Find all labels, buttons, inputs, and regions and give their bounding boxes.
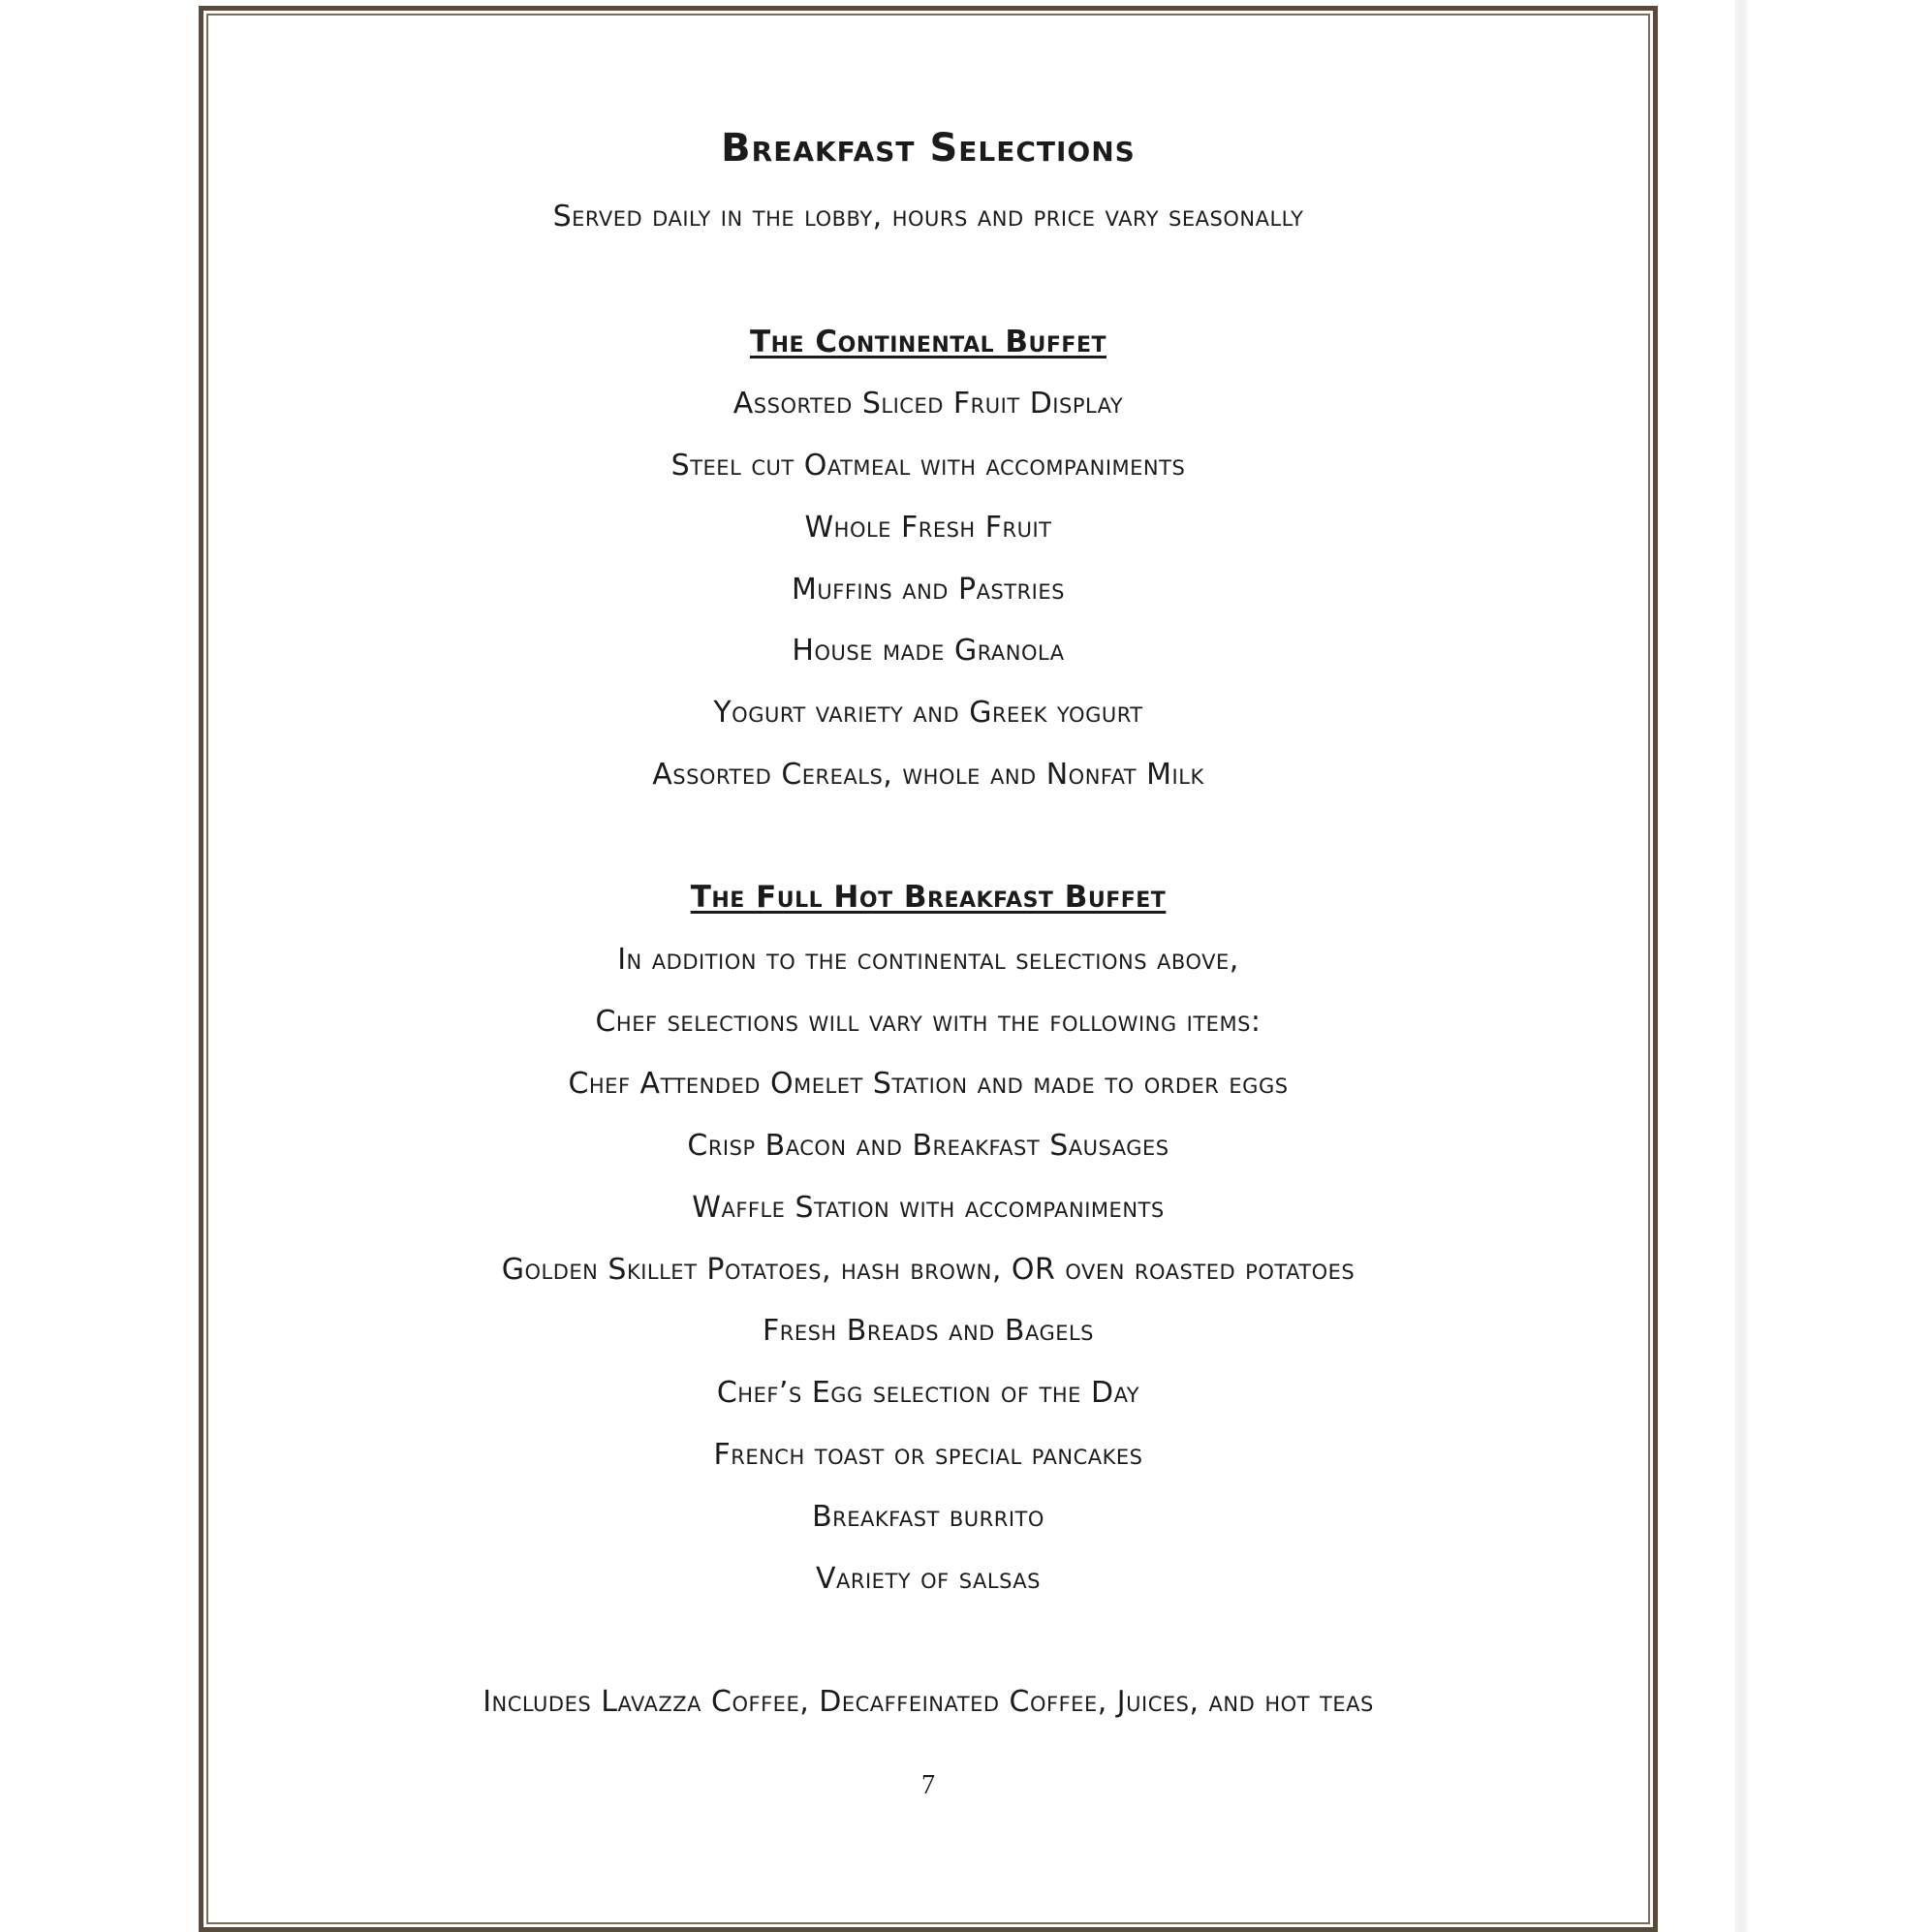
continental-item: House made Granola (792, 634, 1065, 668)
continental-item: Steel cut Oatmeal with accompaniments (670, 449, 1186, 483)
hot-breakfast-item: Breakfast burrito (812, 1500, 1044, 1534)
section-heading-continental: The Continental Buffet (749, 325, 1106, 359)
scan-edge-shadow (1734, 0, 1748, 1932)
page-subtitle: Served daily in the lobby, hours and price vary seasonally (552, 200, 1304, 234)
hot-breakfast-item: Variety of salsas (816, 1562, 1041, 1596)
hot-breakfast-item: Waffle Station with accompaniments (692, 1191, 1165, 1225)
hot-breakfast-item: Golden Skillet Potatoes, hash brown, OR oven roasted potatoes (501, 1253, 1356, 1287)
continental-item: Yogurt variety and Greek yogurt (713, 696, 1143, 730)
hot-breakfast-item: Chef’s Egg selection of the Day (716, 1376, 1140, 1410)
page-number: 7 (921, 1770, 935, 1800)
hot-breakfast-intro: Chef selections will vary with the following items: (595, 1005, 1262, 1039)
page-title: Breakfast Selections (721, 126, 1136, 171)
hot-breakfast-item: French toast or special pancakes (713, 1438, 1143, 1472)
continental-item: Assorted Cereals, whole and Nonfat Milk (652, 758, 1204, 792)
footer-note: Includes Lavazza Coffee, Decaffeinated Coffee, Juices, and hot teas (483, 1685, 1374, 1719)
hot-breakfast-item: Chef Attended Omelet Station and made to order eggs (568, 1067, 1289, 1101)
hot-breakfast-item: Crisp Bacon and Breakfast Sausages (687, 1129, 1169, 1163)
hot-breakfast-intro: In addition to the continental selections above, (617, 943, 1239, 977)
continental-item: Whole Fresh Fruit (804, 511, 1052, 545)
section-heading-hot-breakfast: The Full Hot Breakfast Buffet (690, 880, 1167, 915)
hot-breakfast-item: Fresh Breads and Bagels (762, 1314, 1095, 1348)
continental-item: Muffins and Pastries (792, 573, 1065, 607)
continental-item: Assorted Sliced Fruit Display (732, 387, 1124, 421)
